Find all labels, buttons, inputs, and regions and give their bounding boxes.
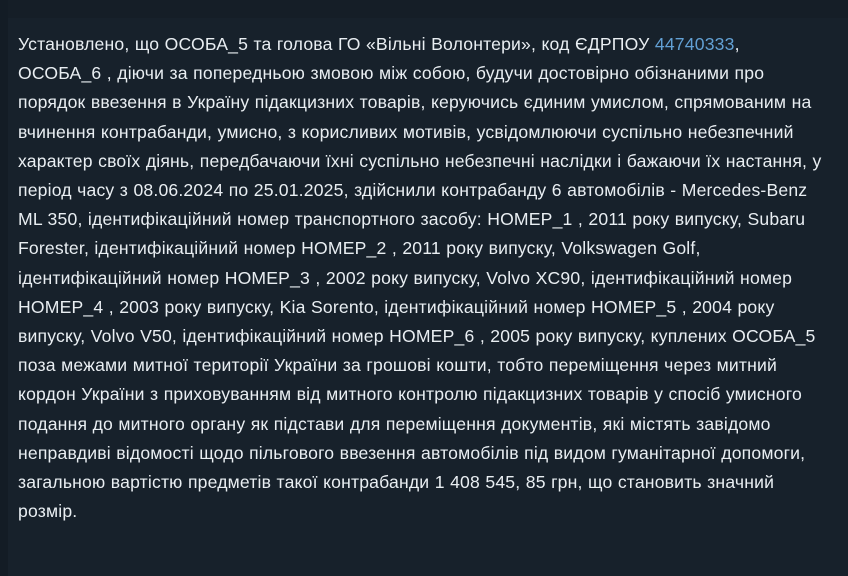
message-text-part-1: Установлено, що ОСОБА_5 та голова ГО «Вільні Волонтери», код ЄДРПОУ [18,34,655,54]
message-bubble[interactable] [8,18,840,536]
edrpou-code-link[interactable]: 44740333 [654,34,735,54]
message-text-part-2: , ОСОБА_6 , діючи за попередньою змовою між собою, будучи достовірно обізнаними про порядок ввезення в Україну підакцизних товарів, керуючись єдиним умислом, спрямованим на вчинення контрабанди, умисно, з корисливих мотивів, усвідомлюючи суспільно небезпечний характер своїх діянь, передбачаючи їхні суспільно небезпечні наслідки і бажаючи їх настання, у період часу з 08.06.2024 по 25.01.2025, здійснили контрабанду 6 автомобілів - Mercedes-Benz ML 350, ідентифікаційний номер транспортного засобу: НОМЕР_1 , 2011 року випуску, Subaru Forester, ідентифікаційний номер НОМЕР_2 , 2011 року випуску, Volkswagen Golf, ідентифікаційний номер НОМЕР_3 , 2002 року випуску, Volvo XC90, ідентифікаційний номер НОМЕР_4 , 2003 року випуску, Kia Sorento, ідентифікаційний номер НОМЕР_5 , 2004 року випуску, Volvo V50, ідентифікаційний номер НОМЕР_6 , 2005 року випуску, куплених ОСОБА_5 поза межами митної території України за грошові кошти, тобто переміщення через митний кордон України з приховуванням від митного контролю підакцизних товарів у спосіб умисного подання до митного органу як підстави для переміщення документів, які містять завідомо неправдиві відомості щодо пільгового ввезення автомобілів під видом гуманітарної допомоги, загальною вартістю предметів такої контрабанди 1 408 545, 85 грн, що становить значний розмір. [18,34,822,522]
top-strip [0,0,848,18]
left-rail [0,0,8,576]
